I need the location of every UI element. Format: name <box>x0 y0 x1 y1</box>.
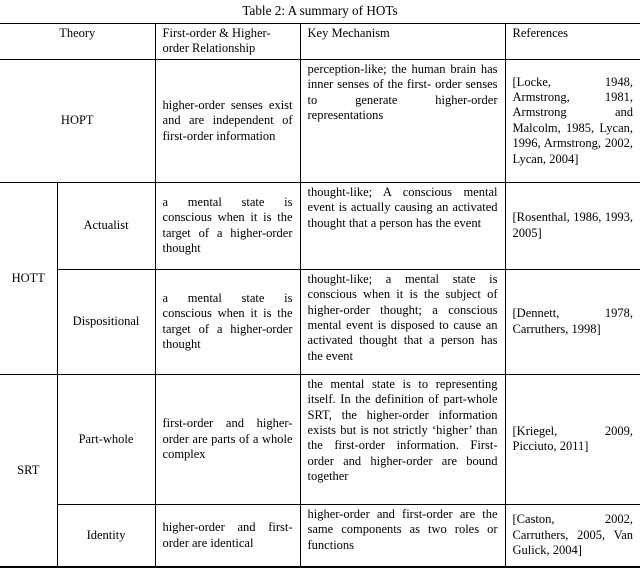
subtype-cell-part-whole: Part-whole <box>57 374 155 504</box>
subtype-cell-identity: Identity <box>57 504 155 566</box>
theory-cell-hott: HOTT <box>0 182 57 374</box>
mechanism-cell-hopt: perception-like; the human brain has inner senses of the first- order senses to generate higher-order representations <box>300 59 505 182</box>
hots-summary-table <box>0 23 640 568</box>
relationship-cell-actualist: a mental state is conscious when it is the target of a higher-order thought <box>155 182 300 269</box>
col-header-references: References <box>505 24 640 59</box>
col-header-theory: Theory <box>0 24 155 59</box>
col-header-mechanism: Key Mechanism <box>300 24 505 59</box>
references-cell-actualist: [Rosenthal, 1986, 1993, 2005] <box>505 182 640 269</box>
references-cell-hopt: [Locke, 1948, Armstrong, 1981, Armstrong and Malcolm, 1985, Lycan, 1996, Armstrong, 2002, Lycan, 2004] <box>505 59 640 182</box>
references-cell-dispositional: [Dennett, 1978, Carruthers, 1998] <box>505 269 640 374</box>
table-caption: Table 2: A summary of HOTs <box>242 3 398 18</box>
subtype-cell-dispositional: Dispositional <box>57 269 155 374</box>
table <box>0 24 640 566</box>
table-row-identity <box>0 504 640 566</box>
table-row-part-whole <box>0 374 640 504</box>
relationship-cell-hopt: higher-order senses exist and are independent of first-order information <box>155 59 300 182</box>
header-row <box>0 24 640 59</box>
table-row-actualist <box>0 182 640 269</box>
mechanism-cell-actualist: thought-like; A conscious mental event is actually causing an activated thought that a person has the event <box>300 182 505 269</box>
relationship-cell-dispositional: a mental state is conscious when it is the target of a higher-order thought <box>155 269 300 374</box>
theory-cell-srt: SRT <box>0 374 57 566</box>
relationship-cell-part-whole: first-order and higher-order are parts of a whole complex <box>155 374 300 504</box>
table-row-hopt <box>0 59 640 182</box>
col-header-relationship: First-order & Higher-order Relationship <box>155 24 300 59</box>
references-cell-part-whole: [Kriegel, 2009, Picciuto, 2011] <box>505 374 640 504</box>
mechanism-cell-dispositional: thought-like; a mental state is conscious when it is the subject of higher-order thought; a conscious mental event is disposed to cause an activated thought that a person has the event <box>300 269 505 374</box>
table-row-dispositional <box>0 269 640 374</box>
relationship-cell-identity: higher-order and first-order are identical <box>155 504 300 566</box>
references-cell-identity: [Caston, 2002, Carruthers, 2005, Van Gulick, 2004] <box>505 504 640 566</box>
mechanism-cell-part-whole: the mental state is to representing itself. In the definition of part-whole SRT, the higher-order information exists but is not strictly ‘higher’ than the first-order information. First-order and higher-order are bound together <box>300 374 505 504</box>
mechanism-cell-identity: higher-order and first-order are the same components as two roles or functions <box>300 504 505 566</box>
theory-cell-hopt: HOPT <box>0 59 155 182</box>
subtype-cell-actualist: Actualist <box>57 182 155 269</box>
